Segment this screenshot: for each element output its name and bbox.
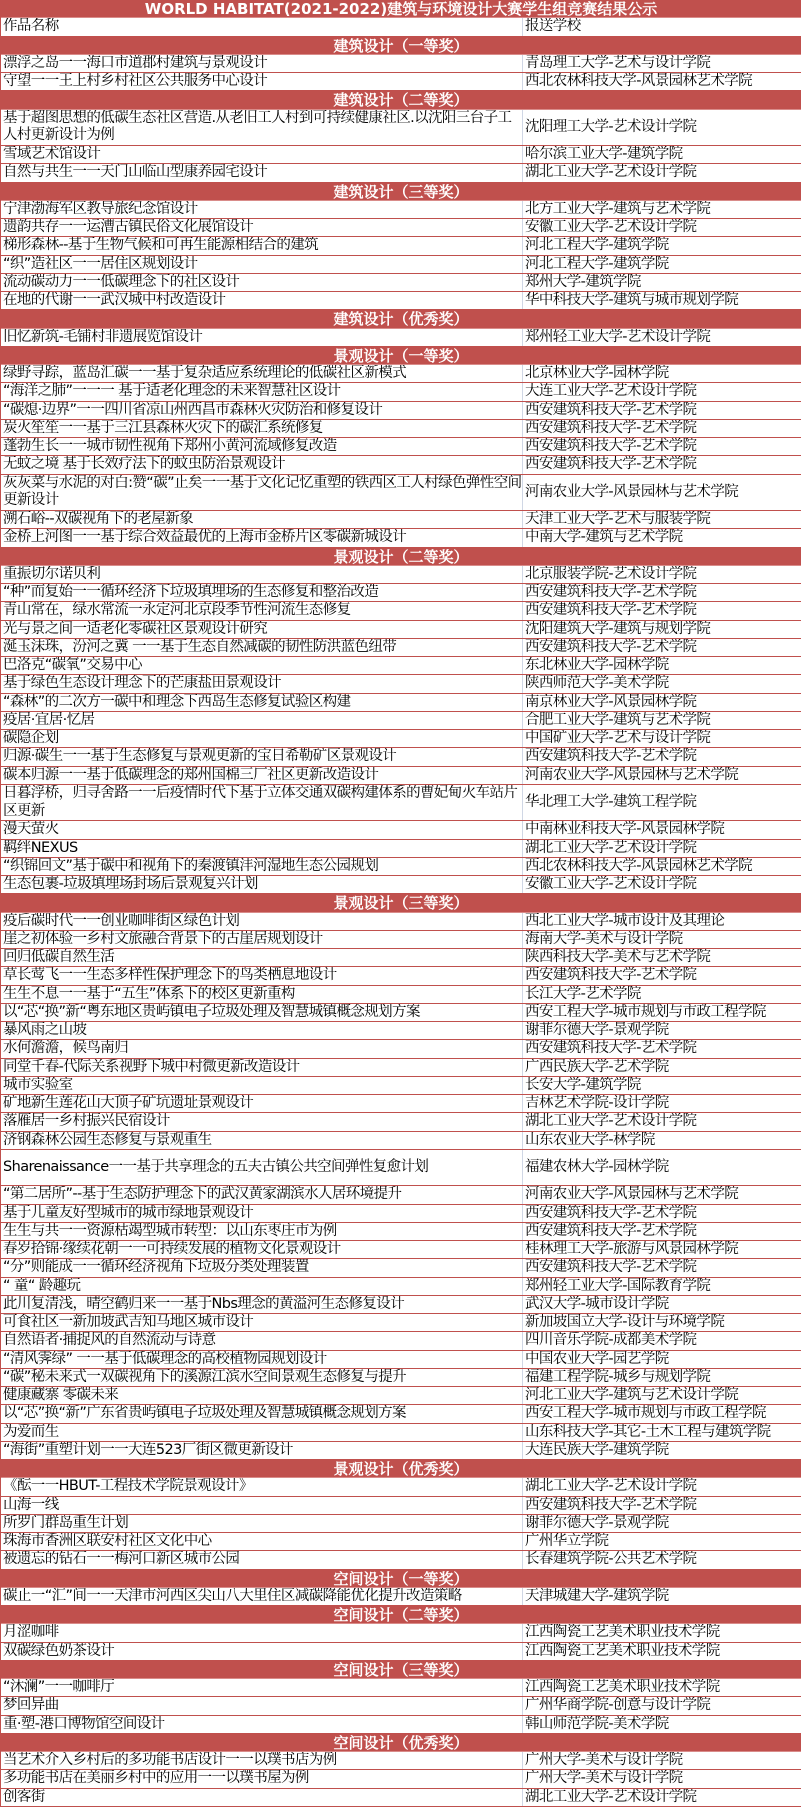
- school-cell: 广州大学-美术与设计学院: [525, 1752, 683, 1769]
- school-cell: 郑州轻工业大学-艺术设计学院: [525, 328, 711, 345]
- table-row: [1, 55, 801, 73]
- work-name-cell: 碳本归源一一基于低碳理念的郑州国棉三厂社区更新改造设计: [1, 767, 523, 784]
- work-name-cell: 重·塑-港口博物馆空间设计: [1, 1716, 523, 1733]
- school-cell: 福建农林大学-园林学院: [525, 1159, 669, 1175]
- table-row: [1, 146, 801, 164]
- school-cell: 河南农业大学-风景园林与艺术学院: [525, 483, 739, 500]
- work-name-cell: 碳隐企划: [1, 730, 523, 747]
- school-cell: 谢菲尔德大学-景观学院: [525, 1022, 669, 1039]
- school-cell: 西安工程大学-城市规划与市政工程学院: [525, 1003, 766, 1020]
- table-row: [1, 1643, 801, 1661]
- work-name-cell: 崖之初体验一乡村文旅融合背景下的古崖居规划设计: [1, 931, 523, 948]
- page-title: WORLD HABITAT(2021-2022)建筑与环境设计大赛学生组竞赛结果公示: [1, 0, 801, 18]
- section-header: 空间设计（三等奖）: [1, 1661, 801, 1679]
- school-cell: 河北工程大学-建筑学院: [525, 255, 669, 272]
- table-row: [1, 1752, 801, 1770]
- work-name-cell: 水何澹澹，候鸟南归: [1, 1040, 523, 1057]
- work-name-cell: 旧忆新筑-毛铺村非遗展览馆设计: [1, 329, 523, 346]
- work-name-cell: 雪域艺术馆设计: [1, 146, 523, 163]
- work-name-cell: 草长莺飞一一生态多样性保护理念下的鸟类栖息地设计: [1, 967, 523, 984]
- work-name-cell: 金桥上河图一一基于综合效益最优的上海市金桥片区零碳新城设计: [1, 529, 523, 546]
- table-row: [1, 1113, 801, 1131]
- school-cell: 中国矿业大学-艺术与设计学院: [525, 730, 711, 747]
- work-name-cell: 流动碳动力一一低碳理念下的社区设计: [1, 274, 523, 291]
- section-header: 建筑设计（三等奖）: [1, 183, 801, 201]
- table-row: [1, 1351, 801, 1369]
- school-cell: 青岛理工大学-艺术与设计学院: [525, 54, 711, 71]
- work-name-cell: 城市实验室: [1, 1077, 523, 1094]
- section-header: 景观设计（优秀奖）: [1, 1460, 801, 1478]
- work-name-cell: 珠海市香洲区联安村社区文化中心: [1, 1533, 523, 1550]
- table-row: [1, 1588, 801, 1606]
- table-row: [1, 237, 801, 255]
- school-cell: 江西陶瓷工艺美术职业技术学院: [525, 1624, 720, 1641]
- school-cell: 西北工业大学-城市设计及其理论: [525, 912, 725, 929]
- work-name-cell: “森林”的二次方一碳中和理念下西岛生态修复试验区构建: [1, 694, 523, 711]
- work-name-cell: 基于儿童友好型城市的城市绿地景观设计: [1, 1205, 523, 1222]
- school-cell: 吉林艺术学院-设计学院: [525, 1095, 669, 1112]
- table-row: [1, 1314, 801, 1332]
- work-name-cell: “碳熄·边界”一一四川省凉山州西昌市森林火灾防治和修复设计: [1, 402, 523, 419]
- school-cell: 北京林业大学-园林学院: [525, 365, 669, 382]
- section-header: 空间设计（一等奖）: [1, 1570, 801, 1588]
- table-row: [1, 986, 801, 1004]
- work-name-cell: “碳”秘未来式一双碳视角下的溪源江滨水空间景观生态修复与提升: [1, 1369, 523, 1386]
- work-name-cell: 所罗门群岛重生计划: [1, 1515, 523, 1532]
- school-cell: 西安建筑科技大学-艺术学院: [525, 748, 697, 765]
- section-header: 建筑设计（二等奖）: [1, 91, 801, 109]
- table-row: [1, 967, 801, 985]
- school-cell: 福建工程学院-城乡与规划学院: [525, 1368, 711, 1385]
- school-cell: 长春建筑学院-公共艺术学院: [525, 1551, 697, 1568]
- school-cell: 桂林理工大学-旅游与风景园林学院: [525, 1241, 739, 1258]
- work-name-cell: 矿地新生莲花山大顶子矿坑遗址景观设计: [1, 1095, 523, 1112]
- section-header: 空间设计（优秀奖）: [1, 1734, 801, 1752]
- table-row: [1, 621, 801, 639]
- work-name-cell: 被遗忘的钻石一一梅河口新区城市公园: [1, 1551, 523, 1568]
- work-name-cell: 灰灰菜与水泥的对白:赞“碳”止矣一一基于文化记忆重塑的铁西区工人村绿色弹性空间更新设计: [3, 474, 522, 509]
- school-cell: 西安建筑科技大学-艺术学院: [525, 1259, 697, 1276]
- work-name-cell: 归源·碳生一一基于生态修复与景观更新的宝日希勒矿区景观设计: [1, 748, 523, 765]
- work-name-cell: 生生不息一一基于“五生”体系下的校区更新重构: [1, 986, 523, 1003]
- school-cell: 西安工程大学-城市规划与市政工程学院: [525, 1405, 766, 1422]
- table-row: [1, 1716, 801, 1734]
- school-cell: 长安大学-建筑学院: [525, 1076, 641, 1093]
- table-row: [1, 1186, 801, 1204]
- work-name-cell: 重振切尔诺贝利: [1, 566, 523, 583]
- table-row: [1, 1259, 801, 1277]
- work-name-cell: 宁津渤海军区教导旅纪念馆设计: [1, 201, 523, 218]
- table-row: [1, 1205, 801, 1223]
- work-name-cell: 落雁居一乡村振兴民宿设计: [1, 1113, 523, 1130]
- work-name-cell: 基于超图思想的低碳生态社区营造.从老旧工人村到可持续健康社区.以沈阳三台子工人村更新设计为例: [1, 110, 523, 146]
- section-header: 景观设计（二等奖）: [1, 548, 801, 566]
- work-name-cell: 健康藏寨 零碳未来: [1, 1387, 523, 1404]
- school-cell: 山东农业大学-林学院: [525, 1131, 655, 1148]
- school-cell: 四川音乐学院-成都美术学院: [525, 1332, 697, 1349]
- work-name-cell: 自然与共生一一天门山临山型康养园宅设计: [1, 164, 523, 181]
- table-row: [1, 730, 801, 748]
- table-row: [1, 420, 801, 438]
- work-name-cell: 同堂千春-代际关系视野下城中村微更新改造设计: [1, 1059, 523, 1076]
- school-cell: 韩山师范学院-美术学院: [525, 1715, 669, 1732]
- school-cell: 安徽工业大学-艺术设计学院: [525, 219, 697, 236]
- table-row: [1, 256, 801, 274]
- column-header-work-name: 作品名称: [1, 18, 523, 35]
- school-cell: 西安建筑科技大学-艺术学院: [525, 1222, 697, 1239]
- work-name-cell: 羁绊NEXUS: [1, 840, 523, 857]
- school-cell: 西安建筑科技大学-艺术学院: [525, 1496, 697, 1513]
- table-row: [1, 292, 801, 310]
- table-row: [1, 456, 801, 474]
- table-row: [1, 566, 801, 584]
- table-row: [1, 1442, 801, 1460]
- school-cell: 广州大学-美术与设计学院: [525, 1770, 683, 1787]
- school-cell: 中国农业大学-园艺学院: [525, 1350, 669, 1367]
- work-name-cell: 创客街: [1, 1789, 523, 1806]
- table-row: [1, 329, 801, 347]
- school-cell: 广州华商学院-创意与设计学院: [525, 1697, 711, 1714]
- table-row: [1, 1077, 801, 1095]
- work-name-cell: 遗韵共存一一运漕古镇民俗文化展馆设计: [1, 219, 523, 236]
- table-row: [1, 876, 801, 894]
- table-row: [1, 840, 801, 858]
- school-cell: 安徽工业大学-艺术设计学院: [525, 876, 697, 893]
- table-row: [1, 602, 801, 620]
- school-cell: 广州华立学院: [525, 1533, 609, 1550]
- school-cell: 西安建筑科技大学-艺术学院: [525, 1040, 697, 1057]
- school-cell: 西安建筑科技大学-艺术学院: [525, 419, 697, 436]
- table-row: [1, 1059, 801, 1077]
- school-cell: 东北林业大学-园林学院: [525, 657, 669, 674]
- work-name-cell: 在地的代谢一一武汉城中村改造设计: [1, 292, 523, 309]
- school-cell: 天津工业大学-艺术与服装学院: [525, 511, 711, 528]
- work-name-cell: 蓬勃生长一一城市韧性视角下郑州小黄河流域修复改造: [1, 438, 523, 455]
- table-row: [1, 1150, 801, 1187]
- table-row: [1, 383, 801, 401]
- school-cell: 中南林业科技大学-风景园林学院: [525, 821, 725, 838]
- work-name-cell: 绿野寻踪，蓝岛汇碳一一基于复杂适应系统理论的低碳社区新模式: [1, 365, 523, 382]
- table-row: [1, 1533, 801, 1551]
- school-cell: 大连民族大学-建筑学院: [525, 1441, 669, 1458]
- work-name-cell: 梦回异曲: [1, 1697, 523, 1714]
- table-row: [1, 1551, 801, 1569]
- school-cell: 河南农业大学-风景园林与艺术学院: [525, 766, 739, 783]
- table-row: [1, 1278, 801, 1296]
- table-row: [1, 402, 801, 420]
- school-cell: 郑州轻工业大学-国际教育学院: [525, 1277, 711, 1294]
- work-name-cell: 回归低碳自然生活: [1, 949, 523, 966]
- table-row: [1, 1624, 801, 1642]
- work-name-cell: 巴洛克“碳氧”交易中心: [1, 657, 523, 674]
- school-cell: 沈阳理工大学-艺术设计学院: [525, 118, 697, 135]
- work-name-cell: “海洋之肺”一一一 基于适老化理念的未来智慧社区设计: [1, 383, 523, 400]
- school-cell: 陕西师范大学-美术学院: [525, 675, 669, 692]
- school-cell: 河南农业大学-风景园林与艺术学院: [525, 1186, 739, 1203]
- school-cell: 西安建筑科技大学-艺术学院: [525, 638, 697, 655]
- work-name-cell: “分”则能成一一循环经济视角下垃圾分类处理装置: [1, 1259, 523, 1276]
- work-name-cell: 当艺术介入乡村后的多功能书店设计一一以璞书店为例: [1, 1752, 523, 1769]
- school-cell: 海南大学-美术与设计学院: [525, 930, 683, 947]
- work-name-cell: 《酝一一HBUT-工程技术学院景观设计》: [1, 1478, 523, 1495]
- school-cell: 大连工业大学-艺术设计学院: [525, 383, 697, 400]
- work-name-cell: 基于绿色生态设计理念下的芒康盐田景观设计: [1, 675, 523, 692]
- work-name-cell: 以“芯“换”新“粤东地区贵屿镇电子垃圾处理及智慧城镇概念规划方案: [1, 1004, 523, 1021]
- table-row: [1, 639, 801, 657]
- table-row: [1, 1369, 801, 1387]
- school-cell: 山东科技大学-其它-土木工程与建筑学院: [525, 1423, 771, 1440]
- table-row: [1, 858, 801, 876]
- work-name-cell: 漫天萤火: [1, 821, 523, 838]
- work-name-cell: 日暮浮桥，归寻舍路一一后疫情时代下基于立体交通双碳构建体系的曹妃甸火车站片区更新: [1, 785, 523, 821]
- work-name-cell: “沐澜”一一咖啡厅: [1, 1679, 523, 1696]
- table-row: [1, 1241, 801, 1259]
- table-row: [1, 931, 801, 949]
- section-header: 建筑设计（优秀奖）: [1, 310, 801, 328]
- section-header: 景观设计（一等奖）: [1, 347, 801, 365]
- school-cell: 西安建筑科技大学-艺术学院: [525, 967, 697, 984]
- school-cell: 江西陶瓷工艺美术职业技术学院: [525, 1642, 720, 1659]
- school-cell: 湖北工业大学-艺术设计学院: [525, 839, 697, 856]
- table-row: [1, 201, 801, 219]
- table-row: [1, 475, 801, 512]
- work-name-cell: “第二居所”--基于生态防护理念下的武汉黄家湖滨水人居环境提升: [1, 1186, 523, 1203]
- work-name-cell: “织”造社区一一居住区规划设计: [1, 256, 523, 273]
- school-cell: 西安建筑科技大学-艺术学院: [525, 438, 697, 455]
- table-row: [1, 1497, 801, 1515]
- school-cell: 河北工程大学-建筑学院: [525, 237, 669, 254]
- table-row: [1, 274, 801, 292]
- table-row: [1, 949, 801, 967]
- work-name-cell: 双碳绿色奶茶设计: [1, 1643, 523, 1660]
- work-name-cell: 可食社区一新加坡武吉知马地区城市设计: [1, 1314, 523, 1331]
- school-cell: 湖北工业大学-艺术设计学院: [525, 1788, 697, 1805]
- school-cell: 华北理工大学-建筑工程学院: [525, 794, 697, 810]
- work-name-cell: 以“芯”换“新”广东省贵屿镇电子垃圾处理及智慧城镇概念规划方案: [1, 1405, 523, 1422]
- school-cell: 合肥工业大学-建筑与艺术学院: [525, 711, 711, 728]
- work-name-cell: 疫居·宜居·忆居: [1, 712, 523, 729]
- table-row: [1, 110, 801, 147]
- table-row: [1, 529, 801, 547]
- school-cell: 郑州大学-建筑学院: [525, 273, 641, 290]
- school-cell: 广西民族大学-艺术学院: [525, 1058, 669, 1075]
- school-cell: 西安建筑科技大学-艺术学院: [525, 584, 697, 601]
- table-row: [1, 511, 801, 529]
- work-name-cell: 涎玉沫珠，汾河之冀 一一基于生态自然减碳的韧性防洪蓝色纽带: [1, 639, 523, 656]
- school-cell: 西安建筑科技大学-艺术学院: [525, 401, 697, 418]
- table-row: [1, 1004, 801, 1022]
- table-row: [1, 1679, 801, 1697]
- school-cell: 西安建筑科技大学-艺术学院: [525, 456, 697, 473]
- table-row: [1, 1332, 801, 1350]
- school-cell: 天津城建大学-建筑学院: [525, 1587, 669, 1604]
- table-row: [1, 1424, 801, 1442]
- work-name-cell: 多功能书店在美丽乡村中的应用一一以璞书屋为例: [1, 1770, 523, 1787]
- work-name-cell: 为爱而生: [1, 1424, 523, 1441]
- table-row: [1, 438, 801, 456]
- school-cell: 河北工业大学-建筑与艺术设计学院: [525, 1387, 739, 1404]
- table-row: [1, 748, 801, 766]
- work-name-cell: “海街”重塑计划一一大连523厂街区微更新设计: [1, 1442, 523, 1459]
- school-cell: 谢菲尔德大学-景观学院: [525, 1514, 669, 1531]
- school-cell: 哈尔滨工业大学-建筑学院: [525, 146, 683, 163]
- table-row: [1, 164, 801, 182]
- school-cell: 湖北工业大学-艺术设计学院: [525, 1113, 697, 1130]
- school-cell: 武汉大学-城市设计学院: [525, 1295, 669, 1312]
- section-header: 空间设计（二等奖）: [1, 1606, 801, 1624]
- school-cell: 湖北工业大学-艺术设计学院: [525, 1478, 697, 1495]
- work-name-cell: 光与景之间一适老化零碳社区景观设计研究: [1, 621, 523, 638]
- section-header: 景观设计（三等奖）: [1, 894, 801, 912]
- school-cell: 陕西科技大学-美术与艺术学院: [525, 949, 711, 966]
- table-row: [1, 1223, 801, 1241]
- school-cell: 长江大学-艺术学院: [525, 985, 641, 1002]
- work-name-cell: 此川复清浅，晴空鹤归来一一基于Nbs理念的黄溢河生态修复设计: [1, 1296, 523, 1313]
- work-name-cell: 自然语者·捕捉风的自然流动与诗意: [1, 1332, 523, 1349]
- work-name-cell: “ 童“ 龄趣玩: [1, 1278, 523, 1295]
- table-row: [1, 913, 801, 931]
- school-cell: 中南大学-建筑与艺术学院: [525, 529, 683, 546]
- school-cell: 西北农林科技大学-风景园林艺术学院: [525, 857, 753, 874]
- work-name-cell: 漂浮之岛一一海口市道郡村建筑与景观设计: [1, 55, 523, 72]
- table-row: [1, 1515, 801, 1533]
- table-row: [1, 1770, 801, 1788]
- work-name-cell: 青山常在，绿水常流一永定河北京段季节性河流生态修复: [1, 602, 523, 619]
- school-cell: 新加坡国立大学-设计与环境学院: [525, 1314, 725, 1331]
- table-row: [1, 1478, 801, 1496]
- school-cell: 沈阳建筑大学-建筑与规划学院: [525, 620, 711, 637]
- table-row: [1, 1697, 801, 1715]
- school-cell: 华中科技大学-建筑与城市规划学院: [525, 292, 739, 309]
- work-name-cell: “织锦回文”基于碳中和视角下的秦渡镇沣河湿地生态公园规划: [1, 858, 523, 875]
- work-name-cell: 守望一一王上村乡村社区公共服务中心设计: [1, 73, 523, 90]
- work-name-cell: 暴风雨之山坡: [1, 1022, 523, 1039]
- table-row: [1, 694, 801, 712]
- table-row: [1, 1296, 801, 1314]
- table-row: [1, 1387, 801, 1405]
- work-name-cell: 梯形森林--基于生物气候和可再生能源相结合的建筑: [1, 237, 523, 254]
- work-name-cell: 无蚊之境 基于长效疗法下的蚊虫防治景观设计: [1, 456, 523, 473]
- work-name-cell: 生态包裹-垃圾填埋场封场后景观复兴计划: [1, 876, 523, 893]
- work-name-cell: 炭火笙笙一一基于三江县森林火灾下的碳汇系统修复: [1, 420, 523, 437]
- table-row: [1, 712, 801, 730]
- table-row: [1, 657, 801, 675]
- table-row: [1, 1095, 801, 1113]
- table-row: [1, 1132, 801, 1150]
- school-cell: 湖北工业大学-艺术设计学院: [525, 164, 697, 181]
- table-row: [1, 821, 801, 839]
- section-header: 建筑设计（一等奖）: [1, 37, 801, 55]
- table-row: [1, 219, 801, 237]
- work-name-cell: 春岁拾锦·缘续花朝一一可持续发展的植物文化景观设计: [1, 1241, 523, 1258]
- table-row: [1, 1789, 801, 1807]
- school-cell: 西安建筑科技大学-艺术学院: [525, 602, 697, 619]
- sections-container: [1, 37, 801, 1807]
- table-row: [1, 675, 801, 693]
- work-name-cell: “清风霁绿” 一一基于低碳理念的高校植物园规划设计: [1, 1351, 523, 1368]
- table-row: [1, 1040, 801, 1058]
- work-name-cell: 溯石峪--双碳视角下的老屋新象: [1, 511, 523, 528]
- table-row: [1, 1022, 801, 1040]
- work-name-cell: 山海一线: [1, 1497, 523, 1514]
- school-cell: 北方工业大学-建筑与艺术学院: [525, 200, 711, 217]
- work-name-cell: “种”而复始一一循环经济下垃圾填埋场的生态修复和整治改造: [1, 584, 523, 601]
- work-name-cell: 月涩咖啡: [1, 1624, 523, 1641]
- work-name-cell: 济钢森林公园生态修复与景观重生: [1, 1132, 523, 1149]
- school-cell: 北京服装学院-艺术设计学院: [525, 565, 697, 582]
- table-row: [1, 1405, 801, 1423]
- column-header-school: 报送学校: [525, 18, 581, 35]
- work-name-cell: 生生与共一一资源枯竭型城市转型：以山东枣庄市为例: [1, 1223, 523, 1240]
- school-cell: 西北农林科技大学-风景园林艺术学院: [525, 73, 753, 90]
- school-cell: 西安建筑科技大学-艺术学院: [525, 1204, 697, 1221]
- work-name-cell: 碳止一“汇”间一一天津市河西区尖山八大里住区减碳降能优化提升改造策略: [1, 1588, 523, 1605]
- school-cell: 南京林业大学-风景园林学院: [525, 693, 697, 710]
- table-row: [1, 584, 801, 602]
- work-name-cell: 疫后碳时代一一创业咖啡街区绿色计划: [1, 913, 523, 930]
- table-header-row: [1, 18, 801, 36]
- school-cell: 江西陶瓷工艺美术职业技术学院: [525, 1679, 720, 1696]
- work-name-cell: Sharenaissance一一基于共享理念的五夫古镇公共空间弹性复愈计划: [1, 1150, 523, 1186]
- table-row: [1, 73, 801, 91]
- table-row: [1, 365, 801, 383]
- table-row: [1, 785, 801, 822]
- table-row: [1, 767, 801, 785]
